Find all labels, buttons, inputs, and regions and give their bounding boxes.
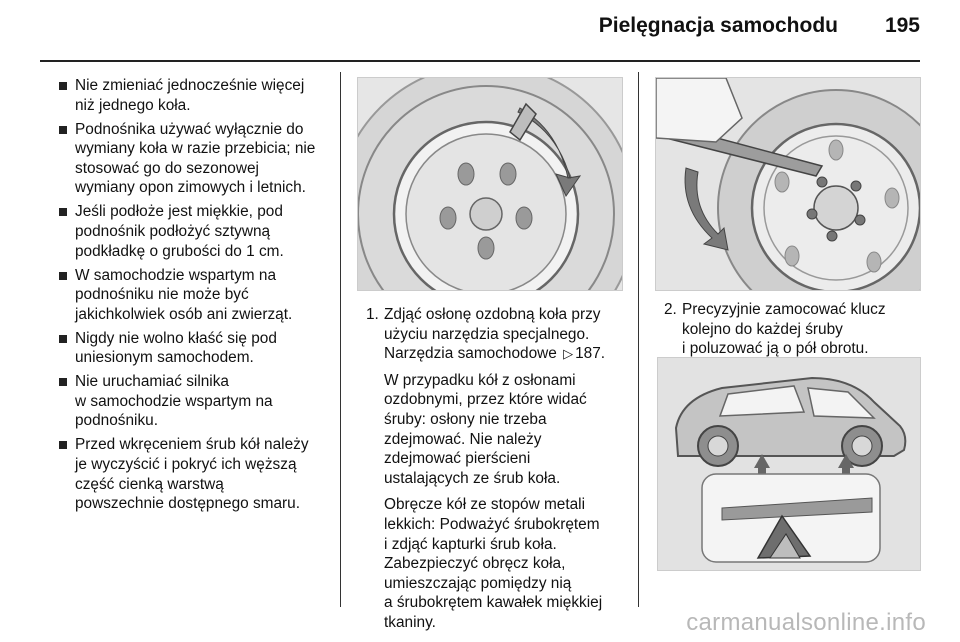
bullet-line: Podnośnika używać wyłącznie do xyxy=(75,120,304,138)
bullet-line: powszechnie dostępnego smaru. xyxy=(75,495,301,513)
wheel-bolt-wrench-illustration xyxy=(655,77,921,291)
step-1-paragraph xyxy=(384,305,632,364)
step-1 xyxy=(366,305,632,640)
watermark: carmanualsonline.info xyxy=(686,609,926,636)
page-reference-line xyxy=(384,344,632,364)
column-divider-2 xyxy=(638,72,639,607)
text-line: ustalających ze śrub koła. xyxy=(384,469,561,487)
arrow-right-icon: ▷ xyxy=(563,346,574,362)
bullet-item xyxy=(58,372,333,431)
bullet-item xyxy=(58,435,333,513)
page-title: Pielęgnacja samochodu xyxy=(598,14,838,37)
bullet-line: w samochodzie wspartym na xyxy=(75,392,273,410)
text-line: i zdjąć kapturki śrub koła. xyxy=(384,535,557,553)
page-number: 195 xyxy=(884,14,920,37)
bullet-item xyxy=(58,266,333,325)
bullet-line: Przed wkręceniem śrub kół należy xyxy=(75,436,309,454)
step-number: 2. xyxy=(664,301,677,318)
text-line: Zdjąć osłonę ozdobną koła przy xyxy=(384,306,601,323)
text-line: użyciu narzędzia specjalnego. xyxy=(384,325,590,343)
bullet-item xyxy=(58,76,333,115)
wheel-cover-illustration xyxy=(357,77,623,291)
text-line: zdejmować pierścieni xyxy=(384,450,531,468)
bullet-item xyxy=(58,329,333,368)
text-line: kolejno do każdej śruby xyxy=(682,320,843,338)
bullet-line: część cienką warstwą xyxy=(75,475,224,493)
bullet-item xyxy=(58,120,333,198)
step-1-body xyxy=(366,305,632,633)
bullet-line: podnośniku nie może być xyxy=(75,286,249,304)
wheel-cover-drawing xyxy=(358,78,622,290)
bullet-item xyxy=(58,202,333,261)
text-line: tkaniny. xyxy=(384,613,436,631)
header-rule xyxy=(40,60,920,62)
jacking-points-illustration xyxy=(657,357,921,571)
step-2-body xyxy=(664,300,926,359)
bullet-line: uniesionym samochodem. xyxy=(75,349,254,367)
bullet-line: podkładkę o grubości do 1 cm. xyxy=(75,242,284,260)
text-line: lekkich: Podważyć śrubokrętem xyxy=(384,515,600,533)
step-2 xyxy=(664,300,926,366)
bullet-line: Jeśli podłoże jest miękkie, pod xyxy=(75,203,283,221)
page-reference[interactable]: 187. xyxy=(575,345,606,363)
text-line: Precyzyjnie zamocować klucz xyxy=(682,301,886,318)
bullet-line: podnośnik podłożyć sztywną xyxy=(75,222,271,240)
bullet-line: je wyczyścić i pokryć ich węższą xyxy=(75,456,297,474)
text-line: i poluzować ją o pół obrotu. xyxy=(682,340,869,358)
bullet-line: Nigdy nie wolno kłaść się pod xyxy=(75,329,277,347)
bullet-line: W samochodzie wspartym na xyxy=(75,266,277,284)
column-divider-1 xyxy=(340,72,341,607)
text-line: W przypadku kół z osłonami xyxy=(384,371,576,389)
step-1-paragraph xyxy=(384,495,632,632)
text-line: Obręcze kół ze stopów metali xyxy=(384,496,586,514)
text-line: Narzędzia samochodowe xyxy=(384,345,557,363)
bullet-line: wymiany koła w razie przebicia; nie xyxy=(75,140,316,158)
bullet-line: jakichkolwiek osób ani zwierząt. xyxy=(75,305,293,323)
bullet-line: podnośniku. xyxy=(75,412,159,430)
text-line: umieszczając pomiędzy nią xyxy=(384,574,572,592)
bullet-line: Nie uruchamiać silnika xyxy=(75,373,229,391)
text-line: śruby: osłony nie trzeba xyxy=(384,410,547,428)
bullet-line: stosować go do sezonowej xyxy=(75,159,259,177)
step-1-paragraph xyxy=(384,371,632,489)
text-line: Zabezpieczyć obręcz koła, xyxy=(384,555,566,573)
text-line: a śrubokrętem kawałek miękkiej xyxy=(384,594,603,612)
safety-bullet-list xyxy=(58,76,333,518)
bullet-line: wymiany opon zimowych i letnich. xyxy=(75,179,306,197)
bullet-line: Nie zmieniać jednocześnie więcej xyxy=(75,77,305,94)
bullet-line: niż jednego koła. xyxy=(75,96,191,114)
text-line: ozdobnymi, przez które widać xyxy=(384,391,587,409)
text-line: zdejmować. Nie należy xyxy=(384,430,542,448)
step-number: 1. xyxy=(366,306,379,323)
step-2-paragraph xyxy=(682,300,926,359)
jacking-points-drawing xyxy=(658,358,920,570)
wheel-bolt-drawing xyxy=(656,78,920,290)
